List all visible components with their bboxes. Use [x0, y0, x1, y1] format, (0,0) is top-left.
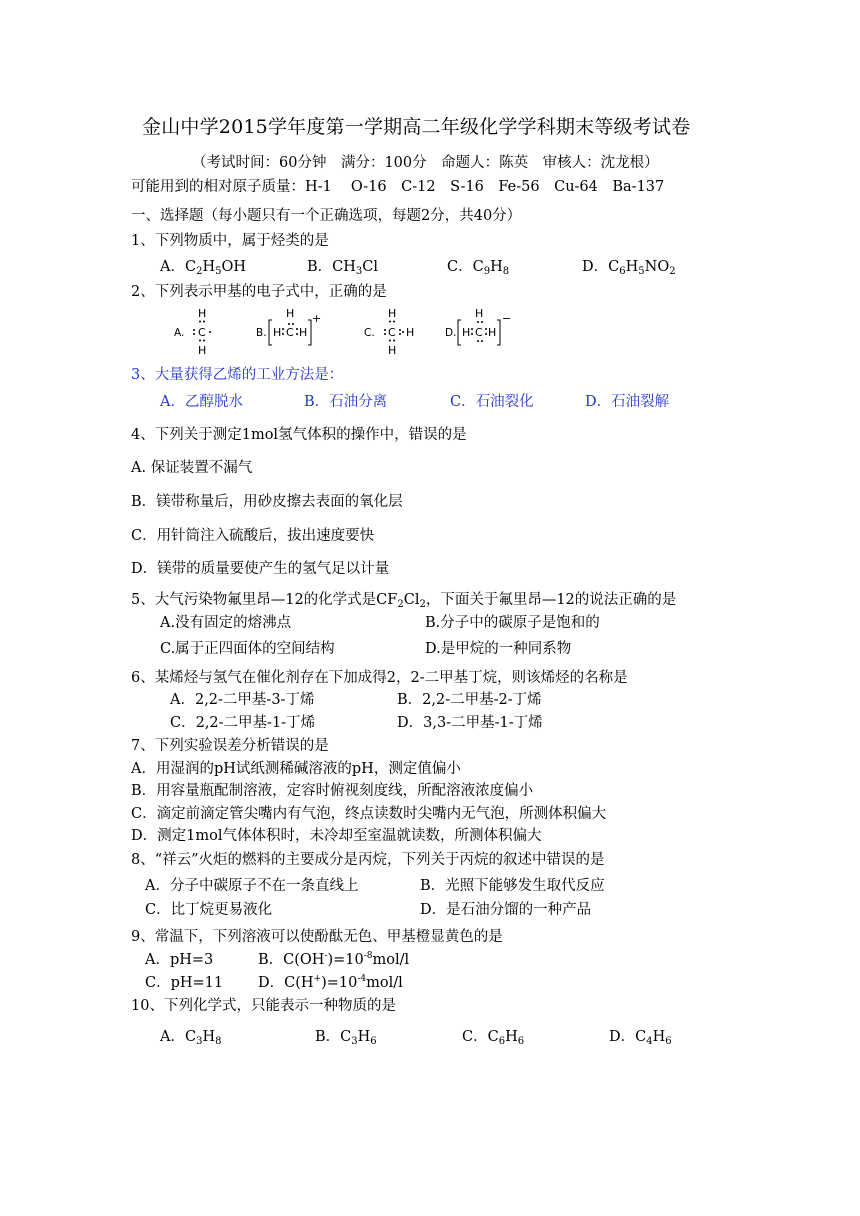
q2-b-h-top: H — [286, 307, 295, 320]
q2-c-h-bottom: H — [388, 344, 397, 357]
q7-option-a: A．用湿润的pH试纸测稀碱溶液的pH，测定值偏小 — [131, 761, 461, 777]
q10-option-d: D．$C_4H_6$ — [609, 1029, 672, 1047]
q6-option-d: D．3,3-二甲基-1-丁烯 — [397, 715, 543, 731]
question-5-stem: 5、大气污染物氟里昂—12的化学式是$CF_2Cl_2$，下面关于氟里昂—12的说法正确的是 — [131, 592, 677, 610]
q4-option-b: B．镁带称量后，用砂皮擦去表面的氧化层 — [131, 494, 403, 510]
q2-option-d-structure — [445, 307, 511, 345]
q2-label-b: B. — [256, 327, 267, 339]
q5-option-d: D.是甲烷的一种同系物 — [425, 641, 572, 657]
q3-option-b: B．石油分离 — [304, 394, 388, 410]
q9-option-a: A．pH=3 — [145, 952, 214, 968]
exam-info: （考试时间：60分钟 满分：100分 命题人：陈英 审核人：沈龙根） — [192, 155, 659, 171]
q2-c-carbon: C — [388, 326, 396, 339]
q4-option-c: C．用针筒注入硫酸后，拔出速度要快 — [131, 528, 375, 544]
q2-d-h-left: H — [462, 326, 471, 339]
q2-label-c: C. — [364, 327, 375, 339]
q3-option-c: C．石油裂化 — [450, 394, 534, 410]
q9-option-b: B．$C(OH^-)=10^{-8}mol/l$ — [258, 951, 410, 968]
q5-option-a: A.没有固定的熔沸点 — [160, 615, 292, 631]
q1-option-c: C．$C_9H_8$ — [447, 259, 510, 277]
question-9-stem: 9、常温下，下列溶液可以使酚酞无色、甲基橙显黄色的是 — [131, 929, 503, 945]
question-7-stem: 7、下列实验误差分析错误的是 — [131, 738, 329, 754]
q2-lewis-structures — [172, 305, 532, 357]
q2-d-h-right: H — [488, 326, 497, 339]
q3-option-d: D．石油裂解 — [585, 394, 670, 410]
q2-b-charge: + — [312, 312, 322, 325]
q8-option-d: D．是石油分馏的一种产品 — [420, 902, 592, 918]
q7-option-d: D．测定1mol气体体积时，未冷却至室温就读数，所测体积偏大 — [131, 828, 542, 844]
q2-c-h-top: H — [388, 307, 397, 320]
q8-option-a: A．分子中碳原子不在一条直线上 — [145, 878, 359, 894]
q2-label-d: D. — [445, 327, 457, 339]
q8-option-b: B．光照下能够发生取代反应 — [420, 878, 605, 894]
q2-b-h-right: H — [299, 326, 308, 339]
q6-option-c: C．2,2-二甲基-1-丁烯 — [170, 715, 316, 731]
q10-option-a: A．$C_3H_8$ — [160, 1029, 222, 1047]
q2-option-a-structure — [174, 307, 211, 357]
q7-option-b: B．用容量瓶配制溶液，定容时俯视刻度线，所配溶液浓度偏小 — [131, 783, 534, 799]
q10-option-b: B．$C_3H_6$ — [315, 1029, 377, 1047]
q2-b-carbon: C — [286, 326, 294, 339]
q2-d-carbon: C — [475, 326, 483, 339]
q4-option-d: D．镁带的质量要使产生的氢气足以计量 — [131, 561, 390, 577]
q2-c-h-right: H — [406, 326, 415, 339]
q4-option-a: A. 保证装置不漏气 — [131, 460, 253, 476]
atomic-masses: 可能用到的相对原子质量：H-1 O-16 C-12 S-16 Fe-56 Cu-64 Ba-137 — [131, 179, 665, 195]
q9-option-c: C．pH=11 — [145, 975, 224, 991]
q1-option-a: A．$C_2H_5OH$ — [160, 259, 247, 277]
q2-a-h-top: H — [198, 307, 207, 320]
question-6-stem: 6、某烯烃与氢气在催化剂存在下加成得2，2-二甲基丁烷，则该烯烃的名称是 — [131, 670, 628, 686]
q2-option-b-structure — [256, 307, 321, 345]
q5-option-b: B.分子中的碳原子是饱和的 — [425, 615, 600, 631]
question-3-stem: 3、大量获得乙烯的工业方法是： — [131, 367, 344, 383]
q2-label-a: A. — [174, 327, 185, 339]
q2-option-c-structure — [364, 307, 414, 357]
question-1-stem: 1、下列物质中，属于烃类的是 — [131, 233, 329, 249]
q2-a-h-bottom: H — [198, 344, 207, 357]
question-2-stem: 2、下列表示甲基的电子式中，正确的是 — [131, 284, 387, 300]
q9-option-d: D．$C(H^+)=10^{-4}mol/l$ — [258, 974, 403, 991]
q2-b-h-left: H — [273, 326, 282, 339]
question-8-stem: 8、“祥云”火炬的燃料的主要成分是丙烷，下列关于丙烷的叙述中错误的是 — [131, 852, 605, 868]
q7-option-c: C．滴定前滴定管尖嘴内有气泡，终点读数时尖嘴内无气泡，所测体积偏大 — [131, 806, 607, 822]
q2-a-carbon: C — [198, 326, 206, 339]
q1-option-d: D．$C_6H_5NO_2$ — [582, 259, 676, 277]
section-heading: 一、选择题（每小题只有一个正确选项，每题2分，共40分） — [131, 208, 522, 224]
q3-option-a: A．乙醇脱水 — [160, 394, 243, 410]
q6-option-a: A．2,2-二甲基-3-丁烯 — [170, 692, 315, 708]
question-10-stem: 10、下列化学式，只能表示一种物质的是 — [131, 998, 396, 1014]
q1-option-b: B．$CH_3Cl$ — [307, 259, 379, 277]
q8-option-c: C．比丁烷更易液化 — [145, 902, 273, 918]
q10-option-c: C．$C_6H_6$ — [462, 1029, 525, 1047]
page-title: 金山中学2015学年度第一学期高二年级化学学科期末等级考试卷 — [142, 116, 691, 138]
q2-d-charge: − — [502, 312, 512, 325]
q6-option-b: B．2,2-二甲基-2-丁烯 — [397, 692, 542, 708]
question-4-stem: 4、下列关于测定1mol氢气体积的操作中，错误的是 — [131, 427, 467, 443]
q5-option-c: C.属于正四面体的空间结构 — [160, 641, 335, 657]
q2-d-h-top: H — [475, 307, 484, 320]
